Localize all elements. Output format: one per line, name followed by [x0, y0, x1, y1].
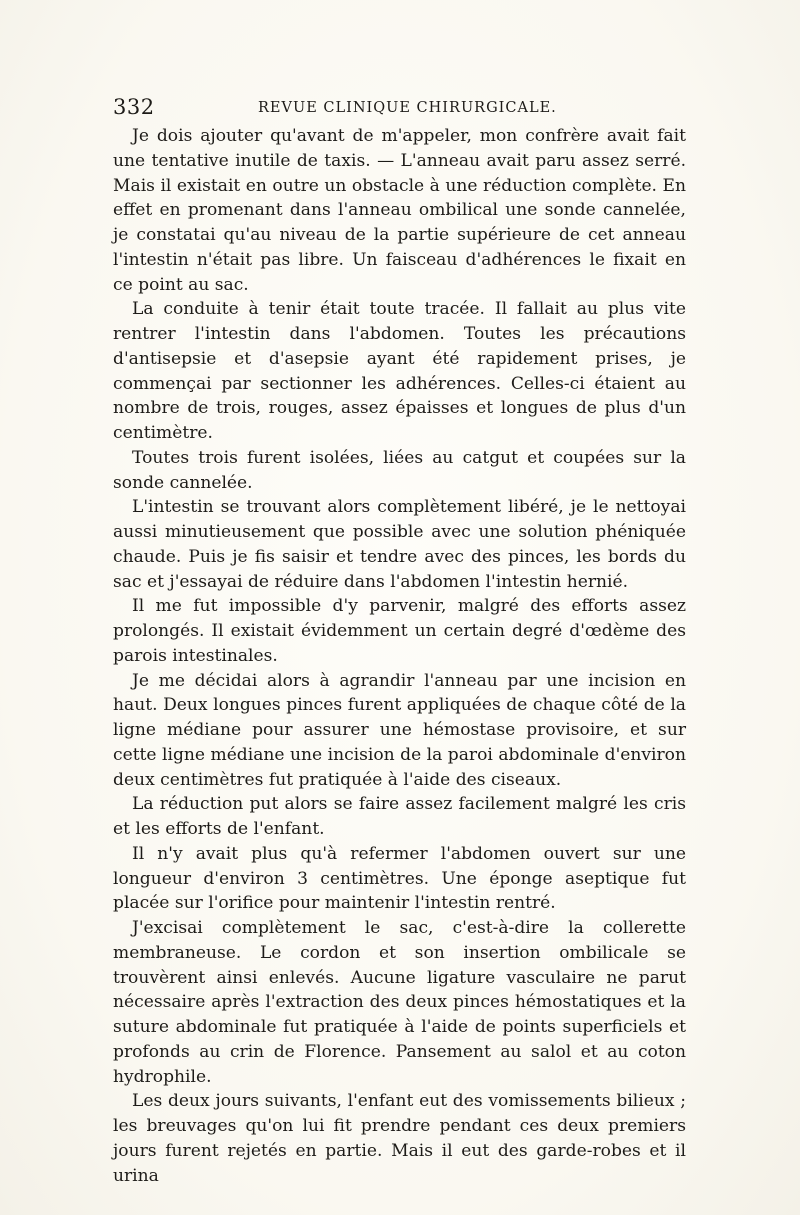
- paragraph: L'intestin se trouvant alors complètement libéré, je le nettoyai aussi minutieusement que possible avec une solution phéniquée chaude. Puis je fis saisir et tendre avec des pinces, les bords du sac et j'essayai de réduire dans l'abdomen l'intestin hernié.: [113, 497, 686, 592]
- paragraph: Toutes trois furent isolées, liées au catgut et coupées sur la sonde cannelée.: [113, 447, 686, 493]
- paragraph: La réduction put alors se faire assez facilement malgré les cris et les efforts de l'enfant.: [113, 794, 686, 839]
- page-number: 332: [113, 95, 155, 119]
- paragraph: Je dois ajouter qu'avant de m'appeler, mon confrère avait fait une tentative inutile de taxis. — L'anneau avait paru assez serré. Mais il existait en outre un obstacle à une réduction complète. En effet en promenant dans l'anneau ombilical une sonde cannelée, je constatai qu'au niveau de la partie supérieure de cet anneau l'intestin n'était pas libre. Un faisceau d'adhérences le fixait en ce point au sac.: [113, 126, 686, 295]
- paragraph: Il n'y avait plus qu'à refermer l'abdomen ouvert sur une longueur d'environ 3 centimètres. Une éponge aseptique fut placée sur l'orifice pour maintenir l'intestin rentré.: [113, 843, 686, 914]
- page-header: [113, 95, 687, 121]
- paragraph: Je me décidai alors à agrandir l'anneau par une incision en haut. Deux longues pinces furent appliquées de chaque côté de la ligne médiane pour assurer une hémostase provisoire, et sur cette ligne médiane une incision de la paroi abdominale d'environ deux centimètres fut pratiquée à l'aide des ciseaux.: [113, 670, 686, 790]
- paragraph: La conduite à tenir était toute tracée. Il fallait au plus vite rentrer l'intestin dans l'abdomen. Toutes les précautions d'antisepsie et d'asepsie ayant été rapidement prises, je commençai par sectionner les adhérences. Celles-ci étaient au nombre de trois, rouges, assez épaisses et longues de plus d'un centimètre.: [113, 299, 686, 443]
- paragraph: J'excisai complètement le sac, c'est-à-dire la collerette membraneuse. Le cordon et son insertion ombilicale se trouvèrent ainsi enlevés. Aucune ligature vasculaire ne parut nécessaire après l'extraction des deux pinces hémostatiques et la suture abdominale fut pratiquée à l'aide de points superficiels et profonds au crin de Florence. Pansement au salol et au coton hydrophile.: [113, 918, 686, 1087]
- running-title: REVUE CLINIQUE CHIRURGICALE.: [258, 100, 557, 116]
- paragraph: Il me fut impossible d'y parvenir, malgré des efforts assez prolongés. Il existait évidemment un certain degré d'œdème des parois intestinales.: [113, 596, 686, 666]
- body-text: [113, 124, 686, 1188]
- paragraph: Les deux jours suivants, l'enfant eut des vomissements bilieux ; les breuvages qu'on lui fit prendre pendant ces deux premiers jours furent rejetés en partie. Mais il eut des garde-robes et il urina: [113, 1091, 686, 1186]
